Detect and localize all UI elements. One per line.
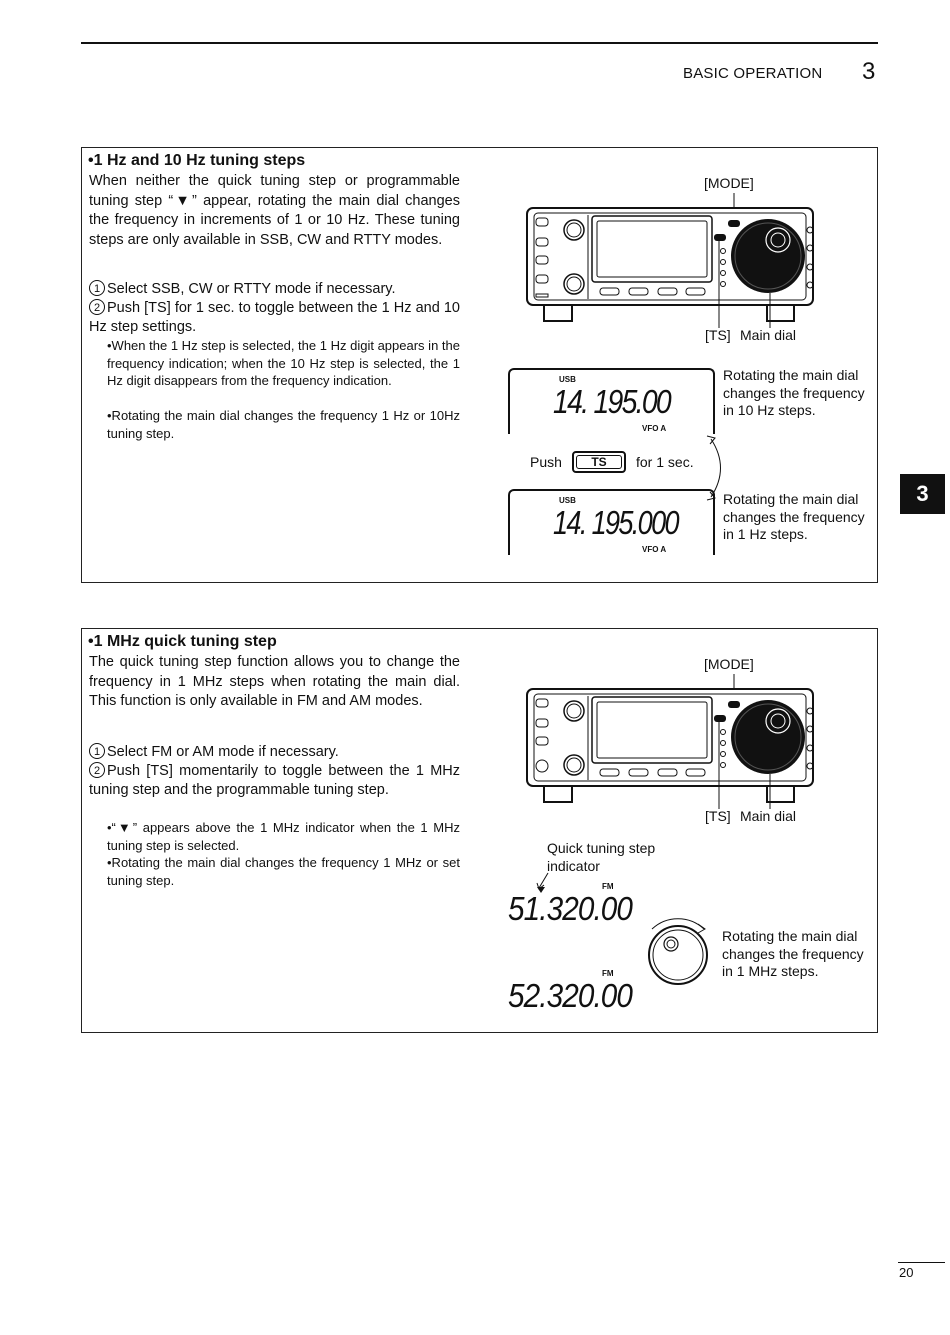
lcd-display-1hz [508,489,715,555]
caption-1mhz: Rotating the main dial changes the frequency in 1 MHz steps. [722,928,864,979]
fm-mode-indicator-2: FM [602,969,614,978]
ts-key [572,451,626,473]
step-text: Push [TS] momentarily to toggle between the 1 MHz tuning step and the programmable tuning step. [89,763,460,798]
step-text: Select SSB, CW or RTTY mode if necessary. [107,281,396,297]
section1-step-1 [89,280,460,299]
push-label: Push [530,454,562,470]
caption-1hz: Rotating the main dial changes the frequency in 1 Hz steps. [723,491,865,542]
step-text: Push [TS] for 1 sec. to toggle between the 1 Hz and 10 Hz step settings. [89,300,460,335]
step-text: Select FM or AM mode if necessary. [107,744,339,760]
frequency-display-1: 51.320.00 [508,890,633,927]
lcd-display-10hz [508,368,715,434]
fm-mode-indicator-1: FM [602,882,614,891]
section2-box [81,628,878,1033]
lcd-mode-indicator: USB [559,496,576,505]
mode-button-label: [MODE] [704,175,754,191]
lcd-vfo-indicator: VFO A [642,424,667,433]
for-time-label: for 1 sec. [636,454,694,470]
section1-title: •1 Hz and 10 Hz tuning steps [88,152,306,169]
quick-step-indicator-caption: Quick tuning step indicator [547,840,656,874]
section1-intro: When neither the quick tuning step or programmable tuning step “▼” appear, rotating the main dial changes the frequency in increments of 1 or 10 Hz. These tuning steps are only available in SSB, CW and RTTY modes. [89,173,460,248]
step-number: 2 [89,299,105,315]
ts-button-label: [TS] [705,808,731,824]
section2-bullet-1: •“▼” appears above the 1 MHz indicator when the 1 MHz tuning step is selected. [107,820,460,853]
section2-intro: The quick tuning step function allows you to change the frequency in 1 MHz steps when rotating the main dial. This function is only available in FM and AM modes. [89,654,460,709]
header-chapter-number: 3 [862,58,876,85]
step-number: 2 [89,762,105,778]
main-dial-label: Main dial [740,808,797,824]
radio-front-panel-illustration [522,193,822,328]
lcd-frequency: 14. 195.00 [553,383,670,420]
section1-box [81,147,878,583]
radio-front-panel-illustration [522,674,822,809]
section1-bullet-1: •When the 1 Hz step is selected, the 1 Hz digit appears in the frequency indication; when the 10 Hz step is selected, the 1 Hz digit disappears from the frequency indication. [107,338,460,388]
lcd-vfo-indicator: VFO A [642,545,667,554]
header-section-title: BASIC OPERATION [683,65,823,82]
section1-step-2 [89,299,460,337]
caption-10hz: Rotating the main dial changes the frequency in 10 Hz steps. [723,367,865,418]
step-number: 1 [89,743,105,759]
lcd-mode-indicator: USB [559,375,576,384]
section2-step-2 [89,762,460,800]
section1-bullet-2: •Rotating the main dial changes the frequency 1 Hz or 10Hz tuning step. [107,408,460,441]
frequency-display-2: 52.320.00 [508,977,633,1014]
step-number: 1 [89,280,105,296]
ts-button-label: [TS] [705,327,731,343]
section2-bullet-2: •Rotating the main dial changes the frequency 1 MHz or set tuning step. [107,855,460,888]
page-number-rule [898,1262,945,1263]
section2-title: •1 MHz quick tuning step [88,633,277,650]
ts-key-label: TS [576,455,622,469]
main-dial-rotation-icon [638,917,718,997]
main-dial-label: Main dial [740,327,797,343]
chapter-side-tab: 3 [900,474,945,514]
page-number: 20 [899,1265,914,1280]
mode-button-label: [MODE] [704,656,754,672]
lcd-frequency: 14. 195.000 [553,504,678,541]
section2-step-1 [89,743,460,762]
header-rule [81,42,878,44]
